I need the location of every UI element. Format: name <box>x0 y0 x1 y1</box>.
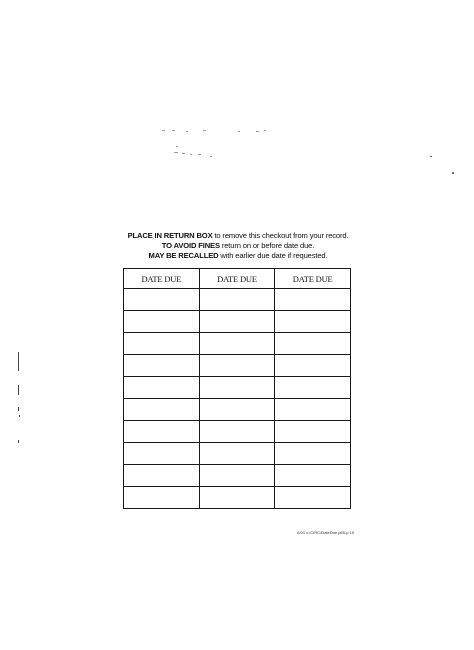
form-code: 6/01 c:/CIRC/DateDue.p65-p.15 <box>297 530 354 535</box>
column-header: DATE DUE <box>124 269 200 289</box>
date-due-cell <box>199 333 275 355</box>
date-due-cell <box>275 399 351 421</box>
date-due-cell <box>275 377 351 399</box>
table-row <box>124 487 351 509</box>
notice-line-2: TO AVOID FINES return on or before date due. <box>161 241 315 250</box>
date-due-cell <box>124 487 200 509</box>
date-due-cell <box>124 443 200 465</box>
date-due-cell <box>275 487 351 509</box>
table-row <box>124 443 351 465</box>
date-due-cell <box>275 355 351 377</box>
date-due-cell <box>199 421 275 443</box>
date-due-cell <box>124 355 200 377</box>
date-due-cell <box>199 289 275 311</box>
date-due-table <box>123 268 351 509</box>
date-due-cell <box>199 399 275 421</box>
date-due-cell <box>124 421 200 443</box>
date-due-cell <box>275 443 351 465</box>
table-row <box>124 333 351 355</box>
table-row <box>124 289 351 311</box>
table-row <box>124 377 351 399</box>
date-due-cell <box>275 289 351 311</box>
table-row <box>124 399 351 421</box>
table-row <box>124 311 351 333</box>
date-due-cell <box>124 465 200 487</box>
date-due-cell <box>199 465 275 487</box>
date-due-cell <box>199 377 275 399</box>
date-due-cell <box>199 311 275 333</box>
date-due-cell <box>124 399 200 421</box>
header-row <box>124 269 351 289</box>
date-due-cell <box>275 421 351 443</box>
date-due-cell <box>275 465 351 487</box>
table-row <box>124 355 351 377</box>
date-due-cell <box>124 333 200 355</box>
date-due-cell <box>124 311 200 333</box>
date-due-rows <box>124 289 351 509</box>
column-header: DATE DUE <box>199 269 275 289</box>
notice-line-3: MAY BE RECALLED with earlier due date if requested. <box>148 251 328 260</box>
date-due-cell <box>199 355 275 377</box>
date-due-cell <box>275 333 351 355</box>
date-due-cell <box>275 311 351 333</box>
table-row <box>124 421 351 443</box>
date-due-cell <box>199 443 275 465</box>
date-due-cell <box>124 377 200 399</box>
notice-line-1: PLACE IN RETURN BOX to remove this checkout from your record. <box>127 231 349 240</box>
date-due-cell <box>199 487 275 509</box>
table-row <box>124 465 351 487</box>
column-header: DATE DUE <box>275 269 351 289</box>
return-notice <box>112 231 364 261</box>
date-due-cell <box>124 289 200 311</box>
